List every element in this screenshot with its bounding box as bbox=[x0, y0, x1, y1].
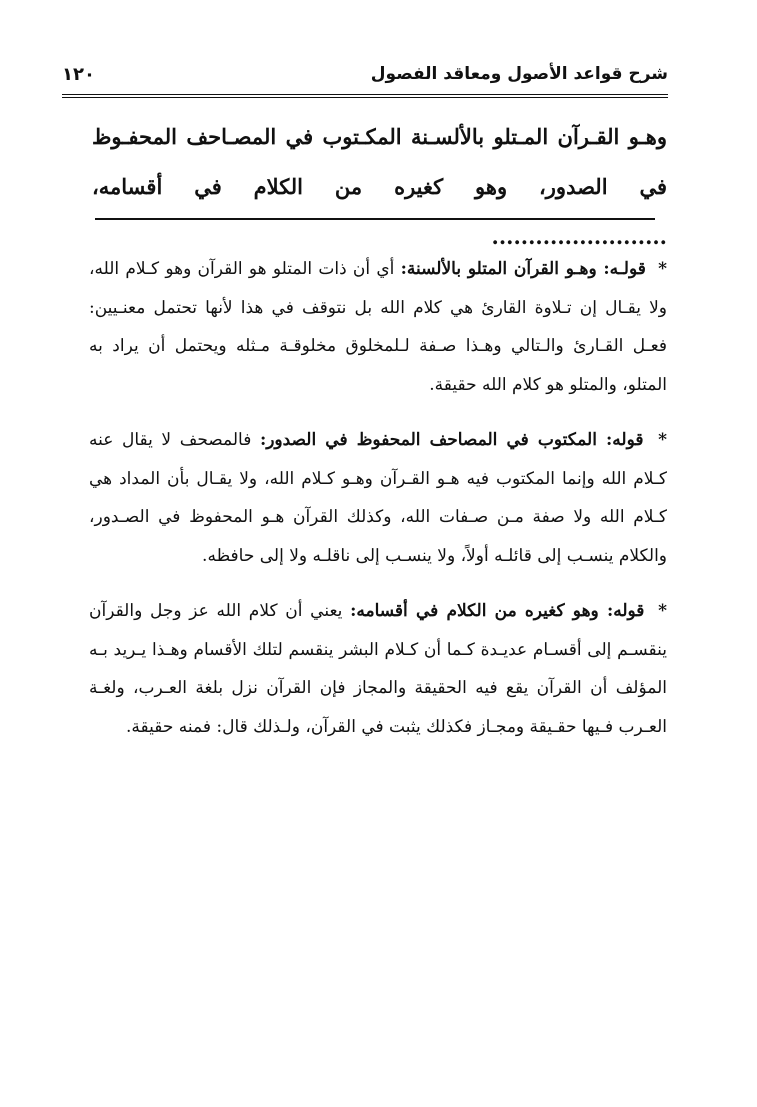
paragraph-lead: قولـه: وهـو القرآن المتلو بالألسنة: bbox=[400, 259, 646, 279]
commentary-paragraph bbox=[89, 592, 667, 746]
page-number: ١٢٠ bbox=[62, 64, 95, 85]
commentary-body bbox=[89, 250, 667, 763]
paragraph-text: يعني أن كلام الله عز وجل والقرآن ينقسـم إلى أقسـام عديـدة كـما أن كـلام البشر ينقسم لتلك الأقسام وهـذا يـريد بـه المؤلف أن القرآن يقع فيه الحقيقة والمجاز فإن القرآن نزل بلغة العـرب، ولغـة العـرب فـيها حقـيقة ومجـاز فكذلك يثبت في القرآن، ولـذلك قال: فمنه حقيقة. bbox=[89, 601, 667, 737]
paragraph-lead: قوله: وهو كغيره من الكلام في أقسامه: bbox=[350, 601, 645, 621]
star-marker: * bbox=[658, 601, 667, 621]
matn-text: وهـو القـرآن المـتلو بالألسـنة المكـتوب في المصـاحف المحفـوظ في الصدور، وهو كغيره من الكلام في أقسامه، ........................ bbox=[92, 124, 667, 249]
page-header bbox=[62, 62, 668, 98]
paragraph-text: أي أن ذات المتلو هو القرآن وهو كـلام الله، ولا يقـال إن تـلاوة القارئ هي كلام الله بل نتوقف في هذا لأنها تحتمل معنـيين: فعـل القـارئ والـتالي وهـذا صـفة لـلمخلوق مخلوقـة مـثله ويحتمل أن يراد به المتلو، والمتلو هو كلام الله حقيقة. bbox=[89, 259, 667, 395]
matn-separator-line bbox=[95, 218, 655, 220]
paragraph-text: فالمصحف لا يقال عنه كـلام الله وإنما المكتوب فيه هـو القـرآن وهـو كـلام الله، ولا يقـال بأن المداد هي كـلام الله ولا صفة مـن صـفات الله، وكذلك القرآن هـو المحفوظ في الصـدور، والكلام ينسـب إلى قائلـه أولاً، ولا ينسـب إلى ناقلـه ولا إلى حافظه. bbox=[89, 430, 667, 566]
star-marker: * bbox=[658, 259, 668, 279]
running-title: شرح قواعد الأصول ومعاقد الفصول bbox=[370, 64, 668, 84]
paragraph-lead: قوله: المكتوب في المصاحف المحفوظ في الصدور: bbox=[259, 430, 644, 450]
commentary-paragraph bbox=[89, 250, 667, 404]
star-marker: * bbox=[658, 430, 667, 450]
commentary-paragraph bbox=[89, 421, 667, 575]
